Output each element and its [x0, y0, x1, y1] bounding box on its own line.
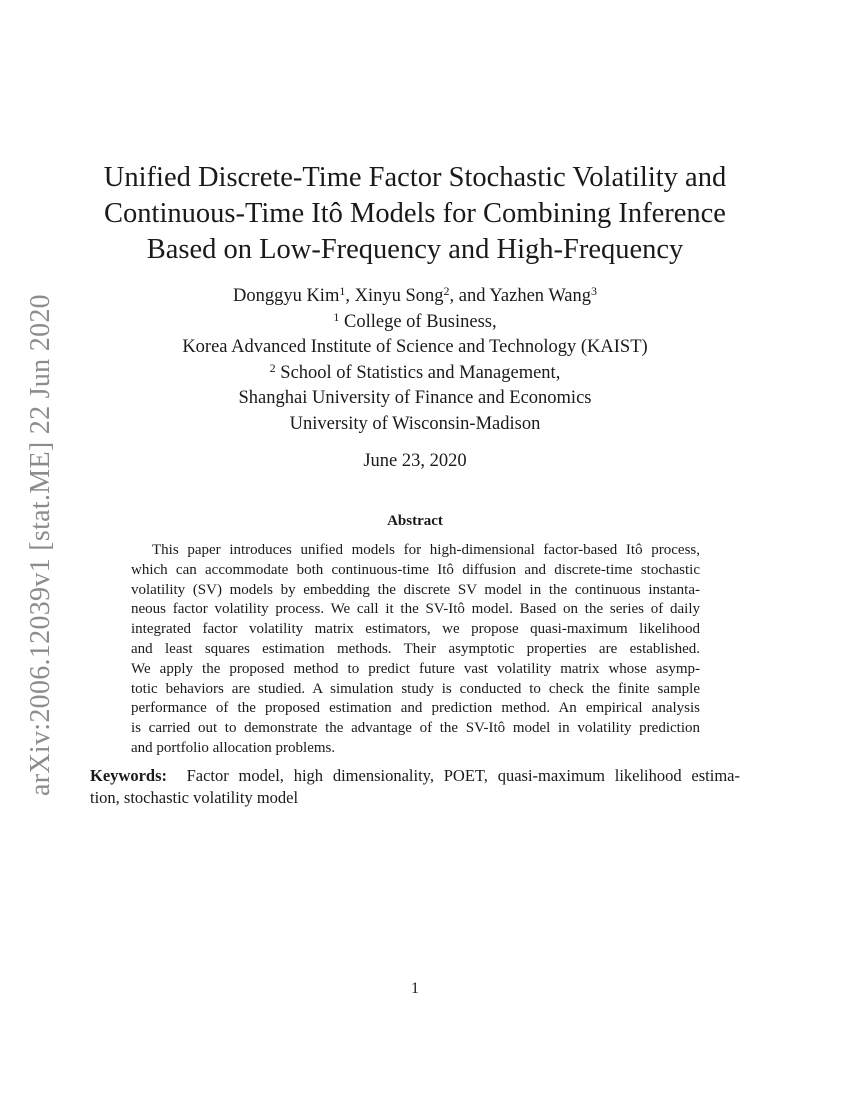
- affiliation-line: University of Wisconsin-Madison: [289, 413, 541, 434]
- author-name: , Xinyu Song: [345, 286, 444, 306]
- title-line: Based on Low-Frequency and High-Frequency: [146, 234, 684, 265]
- title-line: Continuous-Time Itô Models for Combining Inference: [104, 198, 726, 229]
- abstract-line: which can accommodate both continuous-time Itô diffusion and discrete-time stochastic: [131, 561, 700, 578]
- abstract-line: integrated factor volatility matrix estimators, we propose quasi-maximum likelihood: [131, 621, 700, 638]
- arxiv-identifier: arXiv:2006.12039v1 [stat.ME] 22 Jun 2020: [25, 294, 56, 796]
- abstract-line: This paper introduces unified models for high-dimensional factor-based Itô process,: [152, 542, 700, 558]
- abstract-line: totic behaviors are studied. A simulation study is conducted to check the finite sample: [131, 680, 700, 697]
- abstract-line: is carried out to demonstrate the advantage of the SV-Itô model in volatility prediction: [131, 720, 700, 737]
- keywords-line: tion, stochastic volatility model: [90, 788, 299, 807]
- abstract-line: and portfolio allocation problems.: [131, 739, 336, 756]
- keywords-section: [90, 765, 740, 809]
- keywords-text: Factor model, high dimensionality, POET, quasi-maximum likelihood estima-: [186, 766, 741, 785]
- keywords-line: [90, 765, 740, 787]
- affiliation-marker: 2: [269, 360, 276, 375]
- abstract-line: neous factor volatility process. We call it the SV-Itô model. Based on the series of daily: [131, 601, 700, 618]
- title-line: Unified Discrete-Time Factor Stochastic Volatility and: [103, 162, 727, 193]
- affiliation-marker: 2: [443, 284, 450, 298]
- authors-affiliations: [95, 284, 735, 437]
- abstract-line: We apply the proposed method to predict future vast volatility matrix whose asymp-: [131, 660, 700, 677]
- abstract-line: and least squares estimation methods. Their asymptotic properties are established.: [131, 640, 700, 657]
- affiliation-line: $^2$ School of Statistics and Management,: [269, 360, 561, 383]
- affiliation-line: Shanghai University of Finance and Economics: [238, 388, 592, 408]
- author-list: [95, 284, 735, 310]
- affiliation-line: $^1$ College of Business,: [333, 309, 497, 332]
- affiliation-marker: 1: [333, 309, 340, 324]
- abstract-line: performance of the proposed estimation and prediction method. An empirical analysis: [131, 700, 700, 717]
- abstract-line: volatility (SV) models by embedding the discrete SV model in the continuous instanta-: [131, 581, 700, 598]
- page-number: 1: [411, 980, 419, 997]
- publication-date: June 23, 2020: [363, 451, 467, 471]
- affiliation-marker: 1: [339, 284, 346, 298]
- author-name: , and Yazhen Wang: [449, 286, 592, 306]
- keywords-label: Keywords:: [90, 766, 167, 785]
- affiliation-marker: 3: [591, 284, 598, 298]
- paper-title: [95, 160, 735, 268]
- author-name: Donggyu Kim: [232, 286, 340, 306]
- abstract-heading: Abstract: [387, 513, 443, 529]
- abstract-text: [131, 541, 700, 759]
- affiliation-line: Korea Advanced Institute of Science and Technology (KAIST): [182, 337, 648, 357]
